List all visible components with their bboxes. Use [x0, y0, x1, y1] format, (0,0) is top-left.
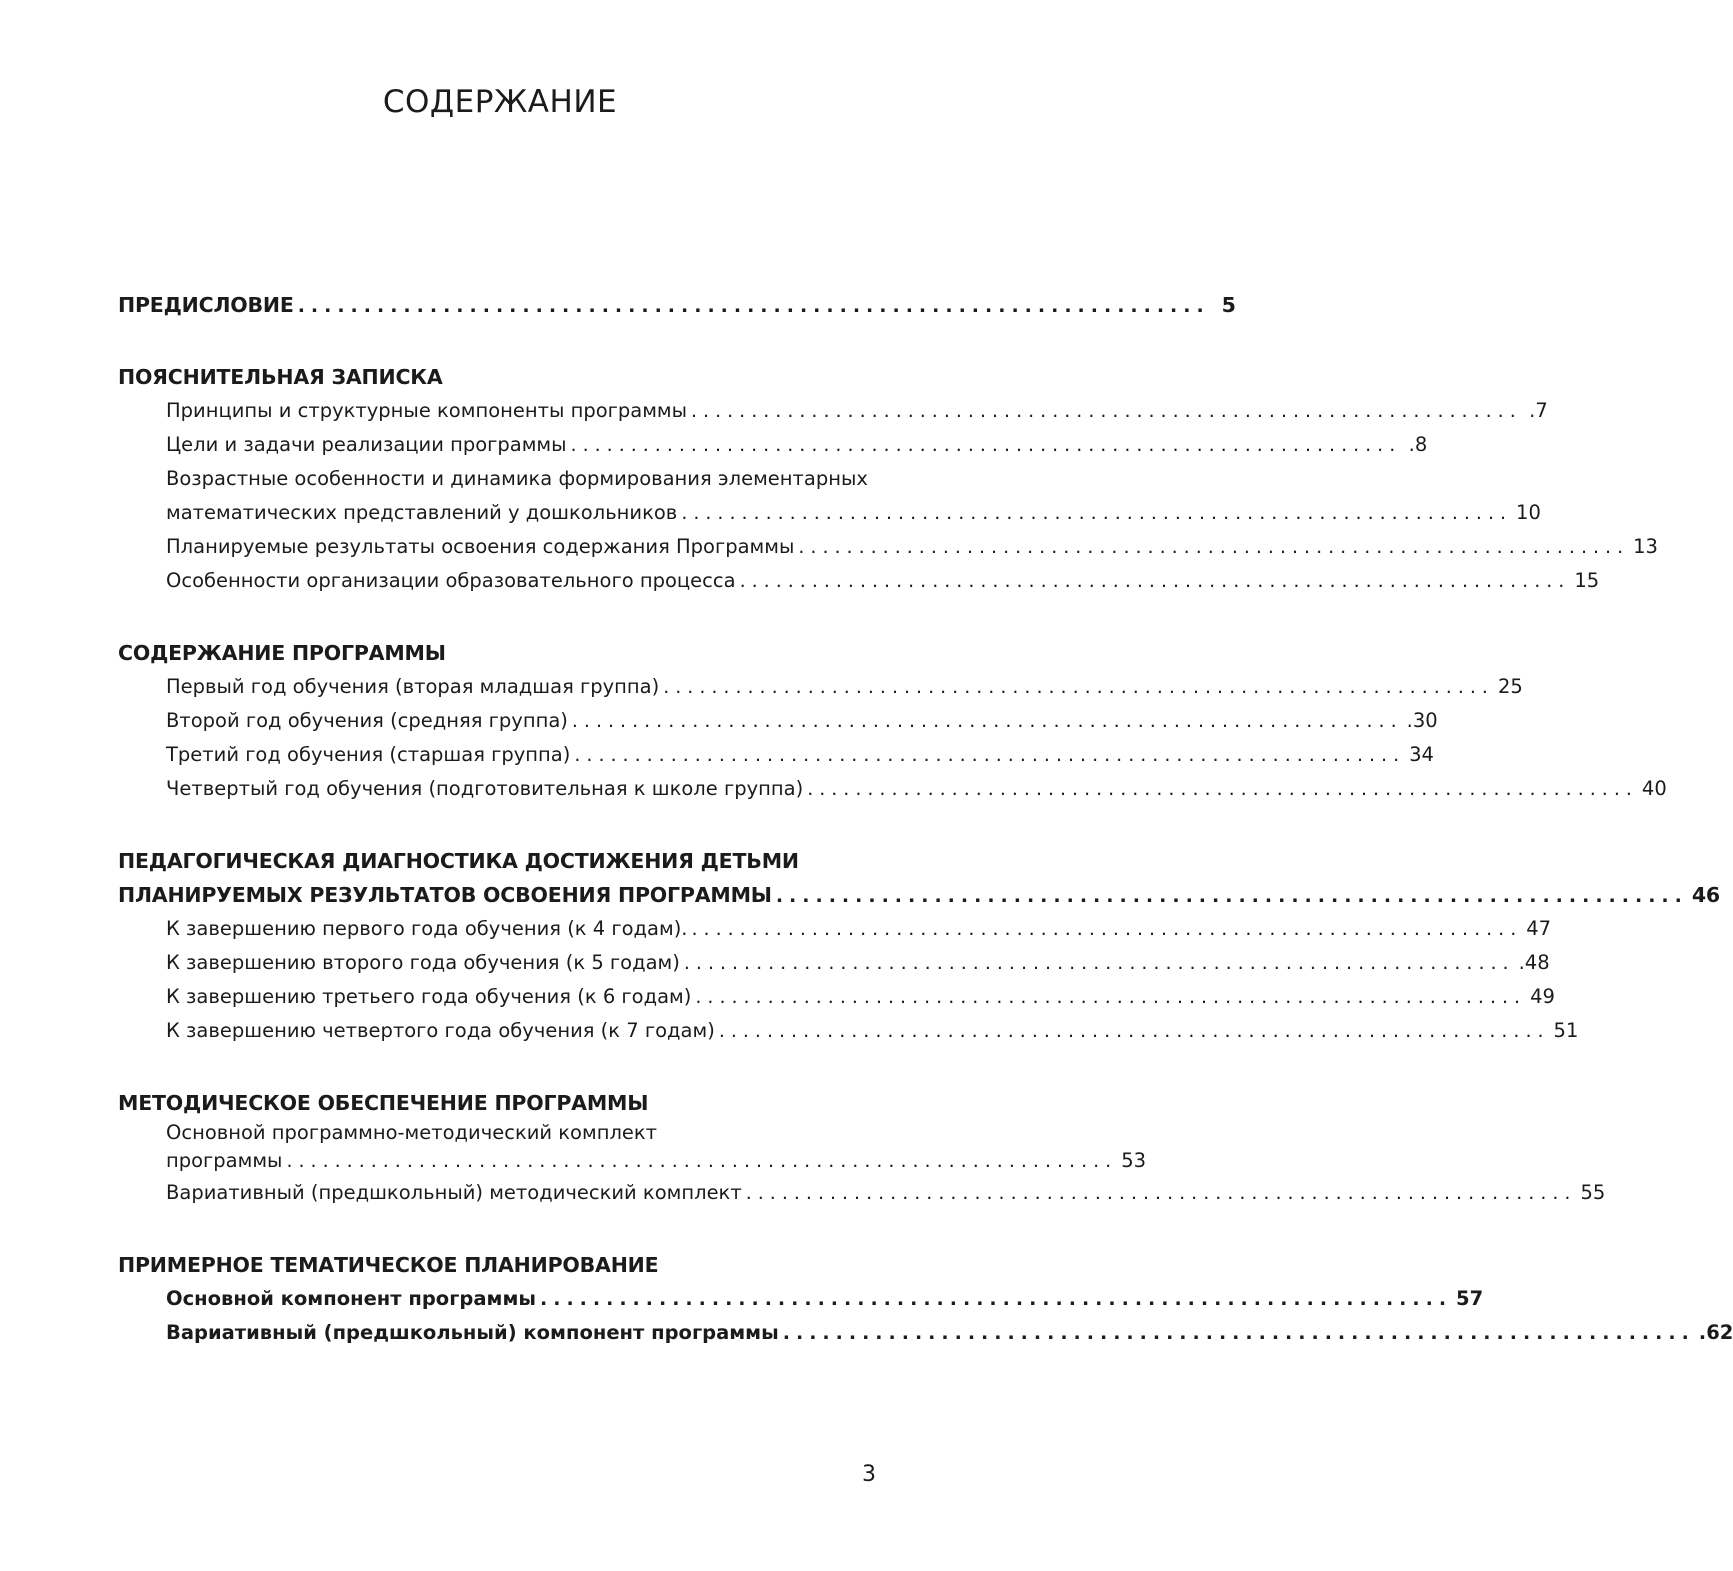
dot-leader: .....................................................................: [775, 885, 1688, 907]
dot-leader: .....................................................................: [297, 295, 1210, 317]
toc-entry[interactable]: Основной компонент программы ..................................................................... 57: [118, 1282, 870, 1316]
dot-leader: .....................................................................: [739, 570, 1571, 592]
toc-entry[interactable]: Принципы и структурные компоненты программы ..................................................................... .7: [118, 394, 870, 428]
toc-entry[interactable]: Второй год обучения (средняя группа) ..................................................................... .30: [118, 704, 870, 738]
toc-entry[interactable]: Вариативный (предшкольный) компонент программы ..................................................................... .62: [118, 1316, 870, 1350]
toc-entry-label: ПРЕДИСЛОВИЕ: [118, 293, 294, 317]
dot-leader: .....................................................................: [286, 1150, 1118, 1172]
table-of-contents: [118, 288, 1733, 1350]
section-heading-program-content[interactable]: СОДЕРЖАНИЕ ПРОГРАММЫ: [118, 641, 446, 665]
section-heading-methods[interactable]: МЕТОДИЧЕСКОЕ ОБЕСПЕЧЕНИЕ ПРОГРАММЫ: [118, 1091, 649, 1115]
dot-leader: .....................................................................: [571, 710, 1403, 732]
toc-entry[interactable]: К завершению четвертого года обучения (к 7 годам) ..................................................................... 51: [118, 1014, 870, 1048]
page-number: 3: [862, 1462, 876, 1487]
toc-entry-multiline[interactable]: Возрастные особенности и динамика формирования элементарных математических представлений у дошкольников ..................................................................... 10: [118, 462, 870, 530]
dot-leader: .....................................................................: [695, 986, 1527, 1008]
dot-leader: .....................................................................: [691, 400, 1522, 422]
toc-entry[interactable]: Четвертый год обучения (подготовительная к школе группа) ..................................................................... 40: [118, 772, 870, 806]
dot-leader: .....................................................................: [745, 1182, 1577, 1204]
toc-entry[interactable]: Третий год обучения (старшая группа) ..................................................................... 34: [118, 738, 870, 772]
page-title: СОДЕРЖАНИЕ: [382, 84, 618, 120]
toc-entry-multiline[interactable]: Основной программно-методический комплект программы ..................................................................... 53: [118, 1120, 870, 1176]
dot-leader: .....................................................................: [782, 1322, 1695, 1344]
section-heading-explanatory-note[interactable]: ПОЯСНИТЕЛЬНАЯ ЗАПИСКА: [118, 365, 443, 389]
dot-leader: .....................................................................: [574, 744, 1406, 766]
toc-entry[interactable]: К завершению второго года обучения (к 5 годам) ..................................................................... .48: [118, 946, 870, 980]
toc-entry[interactable]: Цели и задачи реализации программы ..................................................................... .8: [118, 428, 870, 462]
toc-entry-preface[interactable]: [118, 288, 1236, 322]
section-heading-diagnostics-line2[interactable]: ПЛАНИРУЕМЫХ РЕЗУЛЬТАТОВ ОСВОЕНИЯ ПРОГРАММЫ ..................................................................... 46: [118, 878, 870, 912]
dot-leader: .....................................................................: [540, 1288, 1453, 1310]
toc-entry[interactable]: Вариативный (предшкольный) методический комплект ..................................................................... 55: [118, 1176, 870, 1210]
toc-entry[interactable]: Первый год обучения (вторая младшая группа) ..................................................................... 25: [118, 670, 870, 704]
dot-leader: .....................................................................: [663, 676, 1494, 698]
toc-entry[interactable]: К завершению третьего года обучения (к 6 годам) ..................................................................... 49: [118, 980, 870, 1014]
dot-leader: .....................................................................: [691, 918, 1523, 940]
toc-entry[interactable]: Особенности организации образовательного процесса ..................................................................... 15: [118, 564, 870, 598]
section-heading-planning[interactable]: ПРИМЕРНОЕ ТЕМАТИЧЕСКОЕ ПЛАНИРОВАНИЕ: [118, 1253, 659, 1277]
dot-leader: .....................................................................: [718, 1020, 1550, 1042]
dot-leader: .....................................................................: [681, 502, 1513, 524]
dot-leader: .....................................................................: [798, 536, 1630, 558]
toc-entry[interactable]: К завершению первого года обучения (к 4 годам). ..................................................................... 47: [118, 912, 870, 946]
toc-page-number: 5: [1221, 293, 1236, 317]
dot-leader: .....................................................................: [570, 434, 1402, 456]
toc-entry[interactable]: Планируемые результаты освоения содержания Программы ..................................................................... 13: [118, 530, 870, 564]
section-heading-diagnostics[interactable]: ПЕДАГОГИЧЕСКАЯ ДИАГНОСТИКА ДОСТИЖЕНИЯ ДЕТЬМИ: [118, 849, 799, 873]
dot-leader: .....................................................................: [807, 778, 1638, 800]
dot-leader: .....................................................................: [683, 952, 1515, 974]
